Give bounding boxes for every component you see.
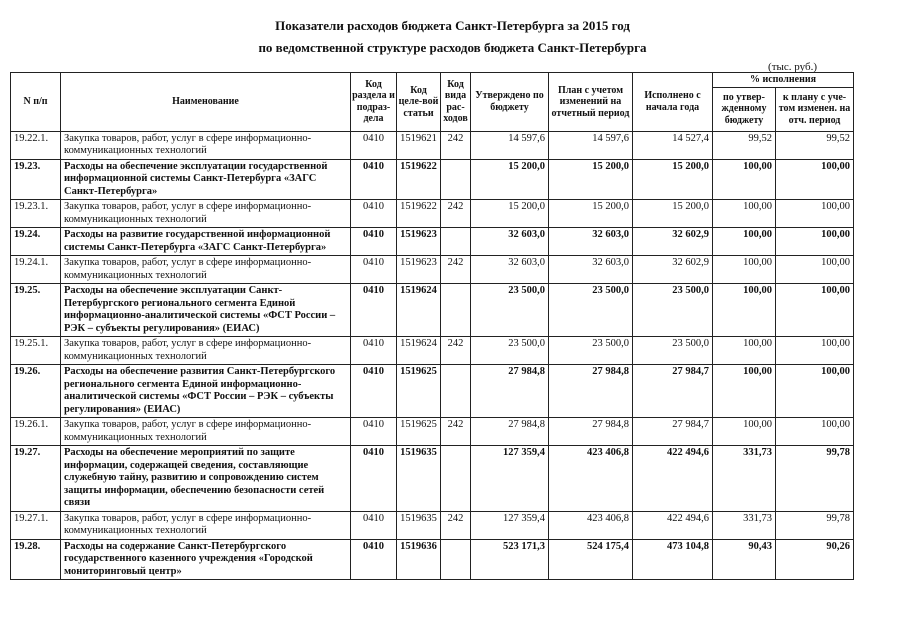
cell-plan: 27 984,8 xyxy=(549,365,633,418)
cell-num: 19.24. xyxy=(11,228,61,256)
table-row xyxy=(11,365,854,418)
cell-name: Закупка товаров, работ, услуг в сфере информационно-коммуникационных технологий xyxy=(61,511,351,539)
cell-target: 1519623 xyxy=(397,228,441,256)
cell-num: 19.26.1. xyxy=(11,418,61,446)
cell-executed: 23 500,0 xyxy=(633,284,713,337)
budget-table xyxy=(10,72,854,580)
header-pct-plan: к плану с уче-том изменен. на отч. период xyxy=(776,87,854,131)
cell-approved: 32 603,0 xyxy=(471,256,549,284)
cell-num: 19.25. xyxy=(11,284,61,337)
header-section: Код раздела и подраз-дела xyxy=(351,73,397,132)
cell-type: 242 xyxy=(441,511,471,539)
page-title: Показатели расходов бюджета Санкт-Петербурга за 2015 год xyxy=(275,18,630,33)
table-row xyxy=(11,446,854,512)
cell-name: Расходы на обеспечение развития Санкт-Петербургского регионального сегмента Единой информационно-аналитической системы «ФСТ России – РЭК – субъекты регулирования» (ЕИАС) xyxy=(61,365,351,418)
cell-pct1: 90,43 xyxy=(713,539,776,580)
cell-executed: 27 984,7 xyxy=(633,365,713,418)
cell-executed: 15 200,0 xyxy=(633,159,713,200)
table-row xyxy=(11,200,854,228)
cell-executed: 27 984,7 xyxy=(633,418,713,446)
table-row xyxy=(11,337,854,365)
cell-plan: 15 200,0 xyxy=(549,200,633,228)
cell-section: 0410 xyxy=(351,159,397,200)
cell-target: 1519621 xyxy=(397,131,441,159)
cell-section: 0410 xyxy=(351,446,397,512)
cell-type: 242 xyxy=(441,337,471,365)
cell-type xyxy=(441,159,471,200)
cell-target: 1519623 xyxy=(397,256,441,284)
header-approved: Утверждено по бюджету xyxy=(471,73,549,132)
cell-plan: 15 200,0 xyxy=(549,159,633,200)
cell-section: 0410 xyxy=(351,256,397,284)
cell-approved: 14 597,6 xyxy=(471,131,549,159)
cell-executed: 473 104,8 xyxy=(633,539,713,580)
header-plan: План с учетом изменений на отчетный период xyxy=(549,73,633,132)
cell-num: 19.22.1. xyxy=(11,131,61,159)
cell-name: Расходы на обеспечение мероприятий по защите информации, содержащей сведения, составляющие служебную тайну, развитию и сопровождению систем защиты информации, обеспечению безопасности сетей связи xyxy=(61,446,351,512)
header-pct-group: % исполнения xyxy=(713,73,854,88)
cell-name: Расходы на содержание Санкт-Петербургского государственного казенного учреждения «Городской мониторинговый центр» xyxy=(61,539,351,580)
cell-name: Закупка товаров, работ, услуг в сфере информационно-коммуникационных технологий xyxy=(61,200,351,228)
cell-target: 1519622 xyxy=(397,159,441,200)
cell-name: Закупка товаров, работ, услуг в сфере информационно-коммуникационных технологий xyxy=(61,131,351,159)
cell-name: Расходы на развитие государственной информационной системы Санкт-Петербурга «ЗАГС Санкт-Петербурга» xyxy=(61,228,351,256)
cell-pct2: 100,00 xyxy=(776,284,854,337)
cell-num: 19.24.1. xyxy=(11,256,61,284)
cell-section: 0410 xyxy=(351,131,397,159)
cell-num: 19.27.1. xyxy=(11,511,61,539)
cell-pct2: 99,52 xyxy=(776,131,854,159)
cell-approved: 23 500,0 xyxy=(471,337,549,365)
cell-section: 0410 xyxy=(351,511,397,539)
table-row xyxy=(11,418,854,446)
cell-executed: 14 527,4 xyxy=(633,131,713,159)
cell-name: Закупка товаров, работ, услуг в сфере информационно-коммуникационных технологий xyxy=(61,337,351,365)
cell-approved: 23 500,0 xyxy=(471,284,549,337)
cell-approved: 127 359,4 xyxy=(471,446,549,512)
cell-pct2: 100,00 xyxy=(776,228,854,256)
cell-type: 242 xyxy=(441,131,471,159)
header-num: N п/п xyxy=(11,73,61,132)
header-executed: Исполнено с начала года xyxy=(633,73,713,132)
cell-name: Расходы на обеспечение эксплуатации государственной информационной системы Санкт-Петербурга «ЗАГС Санкт-Петербурга» xyxy=(61,159,351,200)
cell-pct1: 100,00 xyxy=(713,159,776,200)
page-subtitle: по ведомственной структуре расходов бюджета Санкт-Петербурга xyxy=(258,40,647,55)
cell-approved: 127 359,4 xyxy=(471,511,549,539)
table-row xyxy=(11,511,854,539)
cell-num: 19.23. xyxy=(11,159,61,200)
header-name: Наименование xyxy=(61,73,351,132)
cell-pct2: 100,00 xyxy=(776,418,854,446)
cell-executed: 422 494,6 xyxy=(633,446,713,512)
cell-num: 19.27. xyxy=(11,446,61,512)
cell-target: 1519624 xyxy=(397,284,441,337)
units-label: (тыс. руб.) xyxy=(768,61,817,73)
cell-target: 1519624 xyxy=(397,337,441,365)
cell-executed: 15 200,0 xyxy=(633,200,713,228)
cell-plan: 423 406,8 xyxy=(549,511,633,539)
cell-section: 0410 xyxy=(351,418,397,446)
cell-section: 0410 xyxy=(351,365,397,418)
cell-num: 19.28. xyxy=(11,539,61,580)
cell-executed: 32 602,9 xyxy=(633,256,713,284)
table-row xyxy=(11,256,854,284)
cell-plan: 423 406,8 xyxy=(549,446,633,512)
cell-pct1: 100,00 xyxy=(713,228,776,256)
cell-pct2: 100,00 xyxy=(776,256,854,284)
cell-plan: 32 603,0 xyxy=(549,228,633,256)
table-row xyxy=(11,284,854,337)
cell-pct1: 99,52 xyxy=(713,131,776,159)
cell-pct1: 100,00 xyxy=(713,337,776,365)
cell-pct1: 100,00 xyxy=(713,284,776,337)
cell-section: 0410 xyxy=(351,228,397,256)
cell-target: 1519635 xyxy=(397,446,441,512)
cell-name: Расходы на обеспечение эксплуатации Санкт-Петербургского регионального сегмента Единой информационно-аналитической системы «ФСТ России – РЭК – субъекты регулирования» (ЕИАС) xyxy=(61,284,351,337)
cell-section: 0410 xyxy=(351,284,397,337)
cell-type: 242 xyxy=(441,200,471,228)
cell-section: 0410 xyxy=(351,200,397,228)
cell-approved: 523 171,3 xyxy=(471,539,549,580)
cell-section: 0410 xyxy=(351,337,397,365)
cell-approved: 27 984,8 xyxy=(471,365,549,418)
cell-type xyxy=(441,365,471,418)
cell-executed: 23 500,0 xyxy=(633,337,713,365)
cell-plan: 23 500,0 xyxy=(549,337,633,365)
cell-type xyxy=(441,228,471,256)
cell-pct2: 100,00 xyxy=(776,365,854,418)
cell-num: 19.26. xyxy=(11,365,61,418)
cell-approved: 15 200,0 xyxy=(471,159,549,200)
cell-approved: 15 200,0 xyxy=(471,200,549,228)
cell-approved: 27 984,8 xyxy=(471,418,549,446)
cell-plan: 23 500,0 xyxy=(549,284,633,337)
cell-pct2: 90,26 xyxy=(776,539,854,580)
cell-executed: 422 494,6 xyxy=(633,511,713,539)
cell-target: 1519625 xyxy=(397,365,441,418)
cell-pct1: 100,00 xyxy=(713,365,776,418)
cell-pct1: 100,00 xyxy=(713,200,776,228)
cell-type xyxy=(441,446,471,512)
table-body xyxy=(11,131,854,580)
table-row xyxy=(11,539,854,580)
cell-pct1: 100,00 xyxy=(713,418,776,446)
cell-section: 0410 xyxy=(351,539,397,580)
cell-approved: 32 603,0 xyxy=(471,228,549,256)
table-row xyxy=(11,131,854,159)
cell-num: 19.25.1. xyxy=(11,337,61,365)
cell-pct2: 99,78 xyxy=(776,446,854,512)
cell-num: 19.23.1. xyxy=(11,200,61,228)
cell-plan: 524 175,4 xyxy=(549,539,633,580)
cell-pct2: 100,00 xyxy=(776,159,854,200)
cell-plan: 14 597,6 xyxy=(549,131,633,159)
cell-pct1: 100,00 xyxy=(713,256,776,284)
cell-type: 242 xyxy=(441,418,471,446)
cell-plan: 27 984,8 xyxy=(549,418,633,446)
cell-target: 1519635 xyxy=(397,511,441,539)
cell-name: Закупка товаров, работ, услуг в сфере информационно-коммуникационных технологий xyxy=(61,256,351,284)
table-row xyxy=(11,228,854,256)
header-type: Код вида рас-ходов xyxy=(441,73,471,132)
cell-pct1: 331,73 xyxy=(713,511,776,539)
cell-target: 1519622 xyxy=(397,200,441,228)
cell-pct2: 99,78 xyxy=(776,511,854,539)
cell-pct2: 100,00 xyxy=(776,200,854,228)
cell-type: 242 xyxy=(441,256,471,284)
cell-name: Закупка товаров, работ, услуг в сфере информационно-коммуникационных технологий xyxy=(61,418,351,446)
cell-target: 1519636 xyxy=(397,539,441,580)
cell-plan: 32 603,0 xyxy=(549,256,633,284)
cell-type xyxy=(441,539,471,580)
cell-executed: 32 602,9 xyxy=(633,228,713,256)
header-target: Код целе-вой статьи xyxy=(397,73,441,132)
table-row xyxy=(11,159,854,200)
cell-pct2: 100,00 xyxy=(776,337,854,365)
cell-target: 1519625 xyxy=(397,418,441,446)
header-pct-approved: по утвер-жденному бюджету xyxy=(713,87,776,131)
cell-pct1: 331,73 xyxy=(713,446,776,512)
cell-type xyxy=(441,284,471,337)
